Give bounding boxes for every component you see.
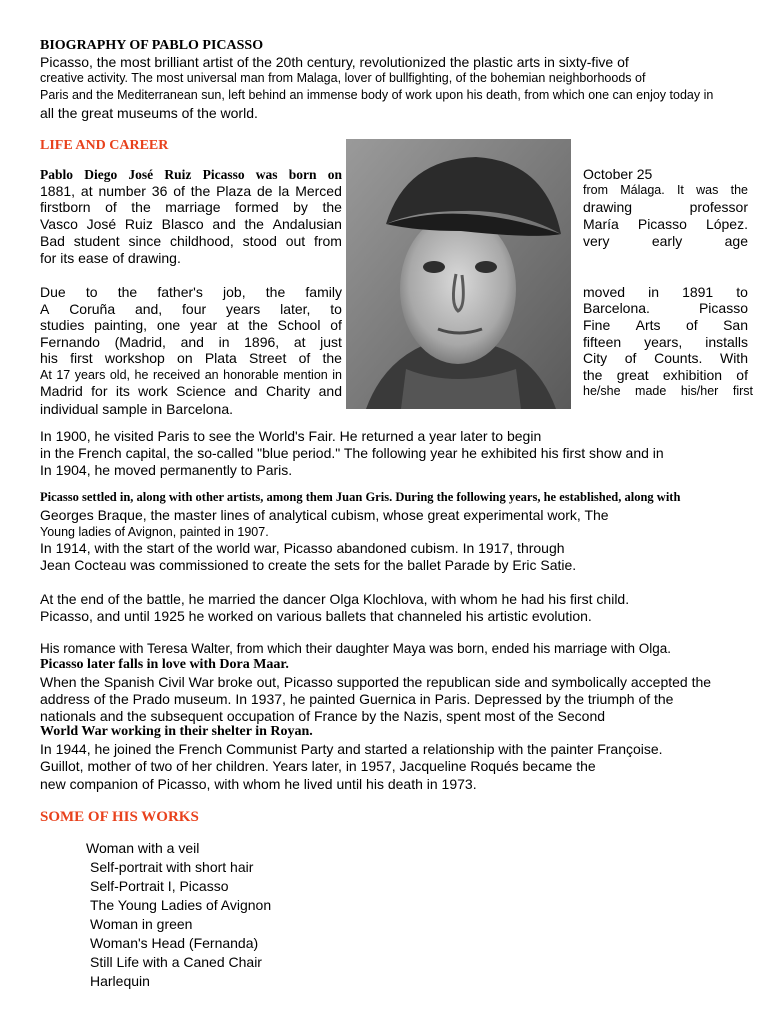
body-line-13: When the Spanish Civil War broke out, Picasso supported the republican side and symbolically accepted the bbox=[40, 674, 712, 690]
picasso-portrait-photo bbox=[346, 139, 571, 409]
body-line-11: His romance with Teresa Walter, from which their daughter Maya was born, ended his marriage with Olga. bbox=[40, 641, 672, 656]
life-right-line-8: Fine Arts of San bbox=[583, 317, 748, 333]
body-line-8: Jean Cocteau was commissioned to create the sets for the ballet Parade by Eric Satie. bbox=[40, 557, 577, 573]
life-left-line-2: 1881, at number 36 of the Plaza de la Merced bbox=[40, 183, 342, 199]
work-item-4: The Young Ladies of Avignon bbox=[90, 897, 272, 913]
life-left-line-7: Due to the father's job, the family bbox=[40, 284, 342, 300]
work-item-2: Self-portrait with short hair bbox=[90, 859, 254, 875]
work-item-3: Self-Portrait I, Picasso bbox=[90, 878, 229, 894]
body-line-10: Picasso, and until 1925 he worked on various ballets that channeled his artistic evolution. bbox=[40, 608, 592, 624]
body-line-15: nationals and the subsequent occupation of France by the Nazis, spent most of the Second bbox=[40, 708, 606, 724]
work-item-8: Harlequin bbox=[90, 973, 150, 989]
intro-line-3: Paris and the Mediterranean sun, left behind an immense body of work upon his death, from which one can enjoy today in bbox=[40, 88, 714, 102]
body-line-9: At the end of the battle, he married the dancer Olga Klochlova, with whom he had his first child. bbox=[40, 591, 630, 607]
life-left-line-10: Fernando (Madrid, and in 1896, at just bbox=[40, 334, 342, 350]
life-left-line-6: for its ease of drawing. bbox=[40, 250, 181, 266]
life-right-line-7: Barcelona. Picasso bbox=[583, 300, 748, 316]
work-item-1: Woman with a veil bbox=[86, 840, 200, 856]
body-line-3: In 1904, he moved permanently to Paris. bbox=[40, 462, 293, 478]
life-left-line-11: his first workshop on Plata Street of the bbox=[40, 350, 342, 366]
intro-line-2: creative activity. The most universal man from Malaga, lover of bullfighting, of the bohemian neighborhoods of bbox=[40, 71, 646, 85]
intro-line-4: all the great museums of the world. bbox=[40, 105, 258, 121]
body-line-19: new companion of Picasso, with whom he lived until his death in 1973. bbox=[40, 776, 477, 792]
body-line-7: In 1914, with the start of the world war, Picasso abandoned cubism. In 1917, through bbox=[40, 540, 565, 556]
works-heading: SOME OF HIS WORKS bbox=[40, 809, 199, 825]
life-right-line-12: he/she made his/her first bbox=[583, 384, 753, 398]
life-left-line-8: A Coruña and, four years later, to bbox=[40, 301, 342, 317]
life-left-line-4: Vasco José Ruiz Blasco and the Andalusian bbox=[40, 216, 342, 232]
life-right-line-1: October 25 bbox=[583, 166, 653, 182]
life-career-heading: LIFE AND CAREER bbox=[40, 138, 169, 153]
body-line-18: Guillot, mother of two of her children. Years later, in 1957, Jacqueline Roqués became the bbox=[40, 758, 596, 774]
life-right-line-9: fifteen years, installs bbox=[583, 334, 748, 350]
life-right-line-5: very early age bbox=[583, 233, 748, 249]
body-line-4: Picasso settled in, along with other artists, among them Juan Gris. During the following years, he established, along with bbox=[40, 490, 681, 504]
page-title: BIOGRAPHY OF PABLO PICASSO bbox=[40, 38, 264, 53]
life-left-line-1: Pablo Diego José Ruiz Picasso was born on bbox=[40, 167, 342, 182]
body-line-2: in the French capital, the so-called "blue period." The following year he exhibited his first show and in bbox=[40, 445, 664, 461]
life-left-line-5: Bad student since childhood, stood out from bbox=[40, 233, 342, 249]
life-right-line-11: the great exhibition of bbox=[583, 367, 748, 383]
life-right-line-4: María Picasso López. bbox=[583, 216, 748, 232]
body-line-1: In 1900, he visited Paris to see the World's Fair. He returned a year later to begin bbox=[40, 428, 542, 444]
work-item-5: Woman in green bbox=[90, 916, 193, 932]
life-left-line-9: studies painting, one year at the School of bbox=[40, 317, 342, 333]
body-line-17: In 1944, he joined the French Communist Party and started a relationship with the painter Françoise. bbox=[40, 741, 663, 757]
body-line-16: World War working in their shelter in Royan. bbox=[40, 724, 313, 739]
body-line-6: Young ladies of Avignon, painted in 1907. bbox=[40, 525, 269, 539]
body-line-12: Picasso later falls in love with Dora Maar. bbox=[40, 657, 289, 672]
life-left-line-14: individual sample in Barcelona. bbox=[40, 401, 233, 417]
life-left-line-13: Madrid for its work Science and Charity and bbox=[40, 383, 342, 399]
life-right-line-10: City of Counts. With bbox=[583, 350, 748, 366]
intro-line-1: Picasso, the most brilliant artist of the 20th century, revolutionized the plastic arts in sixty-five of bbox=[40, 54, 629, 70]
work-item-7: Still Life with a Caned Chair bbox=[90, 954, 262, 970]
work-item-6: Woman's Head (Fernanda) bbox=[90, 935, 259, 951]
life-left-line-3: firstborn of the marriage formed by the bbox=[40, 199, 342, 215]
life-right-line-2: from Málaga. It was the bbox=[583, 183, 748, 197]
life-left-line-12: At 17 years old, he received an honorable mention in bbox=[40, 368, 342, 382]
body-line-5: Georges Braque, the master lines of analytical cubism, whose great experimental work, The bbox=[40, 507, 609, 523]
life-right-line-6: moved in 1891 to bbox=[583, 284, 748, 300]
body-line-14: address of the Prado museum. In 1937, he painted Guernica in Paris. Depressed by the triumph of the bbox=[40, 691, 674, 707]
life-right-line-3: drawing professor bbox=[583, 199, 748, 215]
